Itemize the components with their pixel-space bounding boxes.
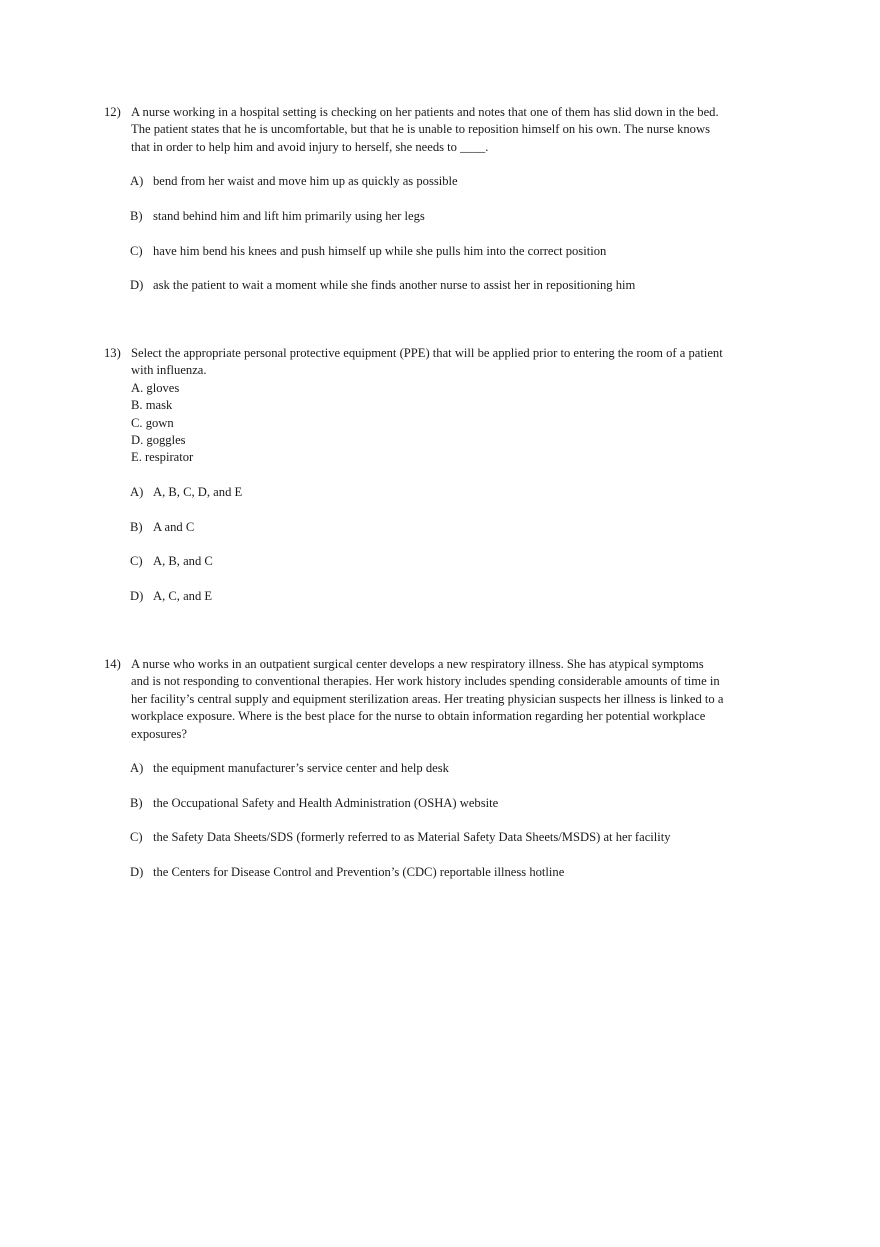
answer-option[interactable] [104, 864, 724, 881]
answer-option[interactable] [104, 795, 724, 812]
answer-options [104, 484, 724, 605]
question-13 [104, 345, 724, 605]
option-letter: B) [130, 795, 143, 810]
option-text: A and C [153, 519, 195, 534]
question-stem [104, 345, 724, 467]
option-letter: B) [130, 519, 143, 534]
answer-option[interactable] [104, 519, 724, 536]
option-letter: C) [130, 554, 143, 569]
answer-option[interactable] [104, 173, 724, 190]
answer-option[interactable] [104, 553, 724, 570]
ppe-list-item: A. gloves [131, 380, 180, 395]
question-number: 14) [104, 657, 121, 671]
question-14 [104, 656, 724, 881]
question-number: 13) [104, 346, 121, 360]
option-letter: D) [130, 588, 144, 603]
answer-options [104, 173, 724, 294]
option-text: stand behind him and lift him primarily using her legs [153, 208, 425, 223]
question-12 [104, 104, 724, 295]
answer-option[interactable] [104, 484, 724, 501]
option-text: A, B, C, D, and E [153, 485, 243, 500]
option-letter: B) [130, 208, 143, 223]
ppe-list-item: E. respirator [131, 450, 194, 465]
ppe-list-item: C. gown [131, 415, 174, 430]
option-text: have him bend his knees and push himself up while she pulls him into the correct position [153, 243, 607, 258]
answer-option[interactable] [104, 208, 724, 225]
option-text: the Safety Data Sheets/SDS (formerly referred to as Material Safety Data Sheets/MSDS) at her facility [153, 830, 671, 845]
question-text: A nurse working in a hospital setting is checking on her patients and notes that one of them has slid down in the bed. The patient states that he is uncomfortable, but that he is unable to reposition himself on his own. The nurse knows that in order to help him and avoid injury to herself, she needs to ____. [131, 105, 719, 154]
answer-option[interactable] [104, 277, 724, 294]
option-text: ask the patient to wait a moment while she finds another nurse to assist her in repositioning him [153, 278, 636, 293]
question-number: 12) [104, 105, 121, 119]
answer-option[interactable] [104, 760, 724, 777]
option-letter: A) [130, 485, 144, 500]
option-letter: A) [130, 174, 144, 189]
answer-option[interactable] [104, 243, 724, 260]
option-letter: D) [130, 864, 144, 879]
ppe-list [131, 380, 724, 467]
question-text: Select the appropriate personal protective equipment (PPE) that will be applied prior to entering the room of a patient with influenza. [131, 346, 723, 378]
ppe-list-item: D. goggles [131, 433, 186, 448]
question-text: A nurse who works in an outpatient surgical center develops a new respiratory illness. She has atypical symptoms and is not responding to conventional therapies. Her work history includes spending considerable amounts of time in her facility’s central supply and equipment sterilization areas. Her treating physician suspects her illness is linked to a workplace exposure. Where is the best place for the nurse to obtain information regarding her potential workplace exposures? [131, 657, 724, 741]
option-text: the Occupational Safety and Health Administration (OSHA) website [153, 795, 499, 810]
option-letter: A) [130, 761, 144, 776]
option-letter: C) [130, 243, 143, 258]
option-text: A, B, and C [153, 554, 213, 569]
ppe-list-item: B. mask [131, 398, 173, 413]
option-letter: C) [130, 830, 143, 845]
question-stem [104, 656, 724, 743]
option-text: the Centers for Disease Control and Prevention’s (CDC) reportable illness hotline [153, 864, 565, 879]
option-text: the equipment manufacturer’s service center and help desk [153, 761, 449, 776]
option-text: A, C, and E [153, 588, 213, 603]
option-text: bend from her waist and move him up as quickly as possible [153, 174, 458, 189]
question-stem [104, 104, 724, 156]
answer-option[interactable] [104, 588, 724, 605]
option-letter: D) [130, 278, 144, 293]
answer-options [104, 760, 724, 881]
answer-option[interactable] [104, 829, 724, 846]
